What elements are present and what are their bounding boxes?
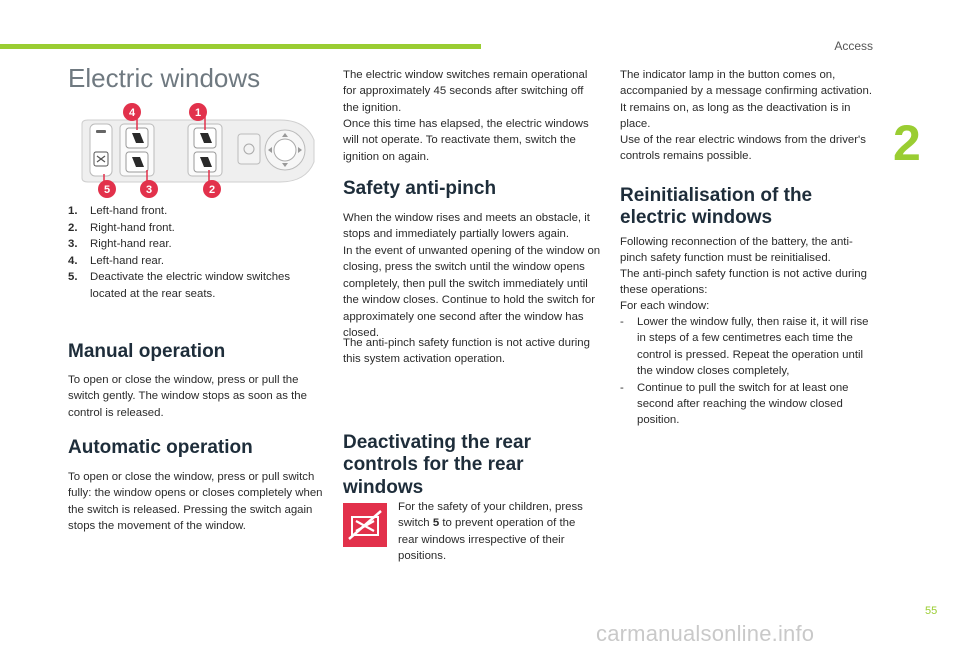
legend-item: 4. Left-hand rear. bbox=[68, 254, 165, 267]
callout-4-label: 4 bbox=[128, 107, 136, 119]
automatic-operation-text: To open or close the window, press or pull switch fully: the window opens or closes completely when the switch is released. Pressing the switch again stops the movement of the window. bbox=[68, 471, 323, 533]
safety-antipinch-heading: Safety anti-pinch bbox=[343, 178, 497, 199]
intro-paragraph: The electric window switches remain operational for approximately 45 seconds after switching off the ignition. bbox=[343, 69, 588, 114]
legend-item: 2. Right-hand front. bbox=[68, 221, 175, 234]
page-title: Electric windows bbox=[68, 63, 261, 93]
callout-1-label: 1 bbox=[194, 107, 202, 119]
indicator-paragraph: Use of the rear electric windows from the driver's controls remains possible. bbox=[620, 134, 866, 163]
manual-operation-heading: Manual operation bbox=[68, 341, 226, 362]
legend-item: 5. Deactivate the electric window switches located at the rear seats. bbox=[68, 271, 291, 300]
callout-5-label: 5 bbox=[103, 184, 111, 196]
indicator-lamp bbox=[96, 130, 106, 133]
deactivating-rear-controls-heading: Deactivating the rear controls for the rear windows bbox=[343, 432, 531, 498]
callout-3-label: 3 bbox=[145, 184, 153, 196]
reinit-paragraph: Following reconnection of the battery, the anti-pinch safety function must be reinitialised. bbox=[620, 236, 853, 265]
reinit-paragraph: For each window: bbox=[620, 300, 710, 312]
legend-item: 1. Left-hand front. bbox=[68, 205, 168, 217]
antipinch-paragraph: In the event of unwanted opening of the window on closing, press the switch until the window opens completely, then pull the switch immediately until the window closes. Continue to hold the switch for approximately one second after the window has closed. bbox=[343, 245, 601, 340]
switch-number: 5 bbox=[432, 517, 440, 530]
intro-paragraph: Once this time has elapsed, the electric windows will not operate. To reactivate them, switch the ignition on again. bbox=[343, 118, 589, 163]
reinit-steps bbox=[620, 314, 880, 429]
section-color-bar bbox=[0, 44, 481, 49]
callout-2-label: 2 bbox=[208, 184, 216, 196]
antipinch-paragraph: When the window rises and meets an obstacle, it stops and immediately partially lowers again. bbox=[343, 212, 590, 241]
indicator-paragraph: The indicator lamp in the button comes on, accompanied by a message confirming activation. It remains on, as long as the deactivation is in place. bbox=[620, 69, 872, 131]
mirror-selector bbox=[238, 134, 260, 164]
reinitialisation-heading: Reinitialisation of the electric windows bbox=[620, 185, 813, 229]
window-switch-diagram bbox=[80, 100, 320, 200]
child-lock-warning-icon bbox=[343, 503, 387, 547]
list-item: - Continue to pull the switch for at least one second after reaching the window closed position. bbox=[620, 381, 849, 427]
antipinch-paragraph: The anti-pinch safety function is not active during this system activation operation. bbox=[343, 337, 590, 366]
chapter-number: 2 bbox=[893, 115, 921, 171]
list-item: - Lower the window fully, then raise it, it will rise in steps of a few centimetres each time the control is pressed. Repeat the operation until the window closes completely, bbox=[620, 316, 869, 378]
diagram-legend bbox=[68, 203, 328, 303]
deactivate-paragraph: For the safety of your children, press switch 5 to prevent operation of the rear windows irrespective of their positions. bbox=[398, 501, 583, 563]
manual-operation-text: To open or close the window, press or pull the switch gently. The window stops as soon as the control is released. bbox=[68, 374, 307, 419]
section-title: Access bbox=[834, 39, 873, 53]
automatic-operation-heading: Automatic operation bbox=[68, 437, 253, 458]
legend-item: 3. Right-hand rear. bbox=[68, 238, 172, 251]
page-number: 55 bbox=[925, 605, 938, 617]
watermark: carmanualsonline.info bbox=[596, 621, 815, 646]
reinit-paragraph: The anti-pinch safety function is not active during these operations: bbox=[620, 268, 867, 297]
